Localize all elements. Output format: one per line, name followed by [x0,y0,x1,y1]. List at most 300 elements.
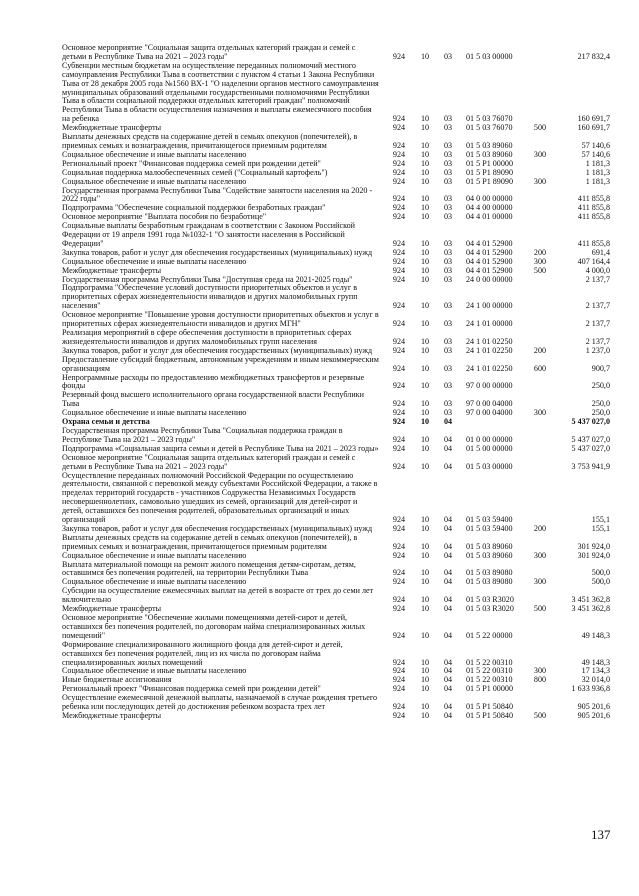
row-target-article: 04 0 00 00000 [466,194,513,204]
row-name: Формирование специализированного жилищного фонда для детей-сирот и детей, оставшихся без попечения родителей, лиц из их числа по договорам найма специализированных жилых помещений [62,639,343,667]
row-expense-type: 300 [533,666,547,676]
row-subsection-code: 03 [443,194,453,204]
row-target-article: 01 5 03 76070 [466,123,513,133]
row-section-code: 10 [420,630,430,640]
row-target-article: 24 0 00 00000 [466,274,513,284]
row-admin-code: 924 [392,149,406,159]
row-name: Социальное обеспечение и иные выплаты населению [62,176,247,186]
row-target-article: 97 0 00 04000 [466,408,513,418]
row-target-article: 24 1 01 02250 [466,363,513,373]
row-target-article: 01 5 03 89060 [466,550,513,560]
row-amount: 57 140,6 [581,140,610,150]
row-subsection-code: 03 [443,256,453,266]
row-expense-type [530,62,550,124]
row-subsection-code: 03 [443,158,453,168]
row-target-article: 01 5 22 00310 [466,675,513,685]
row-amount: 5 437 027,0 [571,443,610,453]
table-row [62,374,610,392]
row-admin-code: 924 [392,319,406,329]
row-expense-type: 500 [533,265,547,275]
row-name: Социальное обеспечение и иные выплаты населению [62,550,247,560]
row-section-code: 10 [420,702,430,712]
row-section-code: 10 [420,461,430,471]
row-expense-type [530,222,550,249]
row-target-article: 01 5 P1 00000 [466,158,513,168]
table-row [62,187,610,205]
row-section-code: 10 [420,238,430,248]
row-section-code: 10 [420,203,430,213]
row-admin-code: 924 [392,541,406,551]
row-expense-type: 300 [533,408,547,418]
row-amount: 301 924,0 [577,541,610,551]
row-section-code: 10 [420,194,430,204]
row-section-code: 10 [420,523,430,533]
row-section-code: 10 [420,363,430,373]
row-amount: 2 137,7 [585,336,610,346]
row-target-article: 01 5 22 00310 [466,657,513,667]
row-subsection-code: 03 [443,381,453,391]
row-section-code: 10 [420,51,430,61]
row-name: Государственная программа Республики Тыва "Доступная среда на 2021-2025 годы" [62,274,353,284]
row-amount: 905 201,6 [577,710,610,720]
row-subsection-code: 03 [443,140,453,150]
row-name: Основное мероприятие "Повышение уровня доступности приоритетных объектов и услуг в приоритетных сферах жизнедеятельности инвалидов и других МГН" [62,310,379,329]
row-subsection-code: 04 [443,595,453,605]
row-section-code: 10 [420,274,430,284]
row-admin-code: 924 [392,363,406,373]
row-section-code: 10 [420,336,430,346]
row-expense-type [530,587,550,605]
row-section-code: 10 [420,408,430,418]
table-row [62,222,610,249]
row-name: Социальное обеспечение и иные выплаты населению [62,577,247,587]
row-amount: 3 451 362,8 [571,604,610,614]
row-subsection-code: 04 [443,434,453,444]
row-expense-type: 300 [533,256,547,266]
row-target-article: 04 4 01 52900 [466,256,513,266]
row-amount: 1 181,3 [585,167,610,177]
row-section-code: 10 [420,443,430,453]
row-subsection-code: 04 [443,630,453,640]
row-amount: 5 437 027,0 [571,434,610,444]
row-name: Государственная программа Республики Тыва "Социальная поддержка граждан в Республике Тыва на 2021 – 2023 годы" [62,425,343,444]
row-admin-code: 924 [392,247,406,257]
row-section-code: 10 [420,123,430,133]
row-subsection-code: 03 [443,212,453,222]
row-amount: 1 633 936,8 [571,684,610,694]
row-target-article: 01 5 03 00000 [466,461,513,471]
row-target-article: 01 5 22 00310 [466,666,513,676]
row-admin-code: 924 [392,568,406,578]
row-amount: 155,1 [591,523,610,533]
row-subsection-code: 04 [443,684,453,694]
row-section-code: 10 [420,710,430,720]
row-admin-code: 924 [392,51,406,61]
row-section-code: 10 [420,604,430,614]
row-section-code: 10 [420,114,430,124]
row-target-article: 97 0 00 00000 [466,381,513,391]
row-target-article: 01 5 03 89060 [466,149,513,159]
row-amount: 32 014,0 [581,675,610,685]
row-amount: 2 137,7 [585,274,610,284]
row-admin-code: 924 [392,523,406,533]
row-expense-type: 500 [533,123,547,133]
table-row [62,641,610,668]
row-subsection-code: 04 [443,604,453,614]
row-admin-code: 924 [392,256,406,266]
table-row [62,329,610,347]
row-admin-code: 924 [392,443,406,453]
row-amount: 301 924,0 [577,550,610,560]
row-subsection-code: 04 [443,666,453,676]
row-subsection-code: 04 [443,461,453,471]
row-section-code: 10 [420,550,430,560]
row-admin-code: 924 [392,461,406,471]
row-admin-code: 924 [392,675,406,685]
row-section-code: 10 [420,176,430,186]
row-expense-type [530,694,550,712]
row-admin-code: 924 [392,399,406,409]
table-row [62,694,610,712]
row-subsection-code: 04 [443,417,453,427]
row-admin-code: 924 [392,301,406,311]
row-target-article: 01 5 03 59400 [466,523,513,533]
row-target-article: 04 4 00 00000 [466,203,513,213]
row-name: Социальное обеспечение и иные выплаты населению [62,256,247,266]
row-expense-type [530,329,550,347]
row-name: Социальная поддержка малообеспеченных семей ("Социальный картофель") [62,167,328,177]
row-admin-code: 924 [392,336,406,346]
row-target-article: 01 5 03 R3020 [466,595,514,605]
row-subsection-code: 03 [443,203,453,213]
row-amount: 691,4 [591,247,610,257]
row-amount: 49 148,3 [581,630,610,640]
row-admin-code: 924 [392,123,406,133]
row-section-code: 10 [420,381,430,391]
row-subsection-code: 03 [443,319,453,329]
row-section-code: 10 [420,541,430,551]
row-name: Основное мероприятие "Выплата пособия по безработице" [62,212,267,222]
row-name: Основное мероприятие "Социальная защита отдельных категорий граждан и семей с детьми в Республике Тыва на 2021 – 2023 годы" [62,43,356,61]
row-amount: 900,7 [591,363,610,373]
row-target-article [460,418,530,427]
table-row [62,356,610,374]
row-expense-type [530,418,550,427]
table-row [62,391,610,409]
row-expense-type [530,534,550,552]
row-amount: 411 855,8 [577,212,610,222]
row-target-article: 01 5 P1 50840 [466,702,513,712]
row-target-article: 01 5 P1 89090 [466,176,513,186]
row-subsection-code: 03 [443,51,453,61]
row-section-code: 10 [420,345,430,355]
row-subsection-code: 04 [443,577,453,587]
row-name: Иные бюджетные ассигнования [62,675,172,685]
row-name: Основное мероприятие "Обеспечение жилыми помещениями детей-сирот и детей, оставшихся без попечения родителей, по договорам найма специализированных жилых помещений" [62,613,366,640]
row-target-article: 24 1 01 02250 [466,336,513,346]
row-amount: 407 164,4 [577,256,610,266]
row-target-article: 01 5 03 89060 [466,541,513,551]
row-amount: 2 137,7 [585,301,610,311]
row-admin-code: 924 [392,515,406,525]
row-expense-type [530,44,550,62]
row-target-article: 24 1 01 00000 [466,319,513,329]
row-section-code: 10 [420,417,430,427]
row-expense-type: 200 [533,523,547,533]
row-name: Социальное обеспечение и иные выплаты населению [62,666,247,676]
row-name: Региональный проект "Финансовая поддержка семей при рождении детей" [62,158,321,168]
row-subsection-code: 03 [443,149,453,159]
row-expense-type [530,445,550,454]
row-amount: 250,0 [591,381,610,391]
row-expense-type [530,641,550,668]
row-target-article: 04 4 01 00000 [466,212,513,222]
row-expense-type: 600 [533,363,547,373]
row-admin-code: 924 [392,577,406,587]
table-row [62,534,610,552]
row-subsection-code: 04 [443,657,453,667]
row-expense-type: 300 [533,550,547,560]
row-target-article: 01 5 00 00000 [466,443,513,453]
row-expense-type: 300 [533,149,547,159]
row-target-article: 01 5 03 89080 [466,568,513,578]
row-target-article: 01 5 P1 00000 [466,684,513,694]
row-expense-type [530,187,550,205]
row-admin-code: 924 [392,710,406,720]
table-row [62,454,610,472]
row-name: Межбюджетные трансферты [62,123,162,133]
row-expense-type [530,391,550,409]
budget-table [62,44,610,721]
row-target-article: 01 5 03 R3020 [466,604,514,614]
row-section-code: 10 [420,657,430,667]
row-amount: 411 855,8 [577,194,610,204]
row-admin-code: 924 [392,381,406,391]
row-admin-code: 924 [392,238,406,248]
table-row [62,427,610,445]
row-section-code: 10 [420,577,430,587]
row-amount: 217 832,4 [577,51,610,61]
row-target-article: 04 4 01 52900 [466,238,513,248]
row-amount: 49 148,3 [581,657,610,667]
table-row [62,614,610,641]
row-subsection-code: 03 [443,167,453,177]
row-amount: 411 855,8 [577,203,610,213]
table-row [62,62,610,124]
row-section-code: 10 [420,265,430,275]
row-subsection-code: 03 [443,176,453,186]
row-target-article: 24 1 01 02250 [466,345,513,355]
row-name: Закупка товаров, работ и услуг для обеспечения государственных (муниципальных) нужд [62,345,373,355]
row-admin-code: 924 [392,203,406,213]
row-admin-code: 924 [392,114,406,124]
row-section-code: 10 [420,399,430,409]
row-name: Межбюджетные трансферты [62,710,162,720]
row-subsection-code: 04 [443,515,453,525]
row-section-code: 10 [420,256,430,266]
row-admin-code: 924 [392,194,406,204]
row-name: Подпрограмма «Социальная защита семьи и детей в Республике Тыва на 2021 – 2023 годы» [62,443,379,453]
row-name: Осуществление переданных полномочий Российской Федерации по осуществлению деятельности, связанной с перевозкой между субъектами Российской Федерации, а также в пределах территорий государств - участников Содружества Независимых Государств несовершеннолетних, самовольно ушедших из семей, организаций для детей-сирот и детей, оставшихся без попечения родителей, образовательных организаций и иных организаций [62,470,378,525]
row-expense-type [530,311,550,329]
row-name: Выплаты денежных средств на содержание детей в семьях опекунов (попечителей), в приемных семьях и вознаграждения, причитающегося приемным родителям [62,532,358,551]
row-amount: 160 691,7 [577,114,610,124]
row-target-article: 01 5 03 89080 [466,577,513,587]
row-section-code: 10 [420,434,430,444]
table-row [62,712,610,721]
table-row [62,133,610,151]
row-subsection-code: 03 [443,301,453,311]
row-amount: 500,0 [591,577,610,587]
row-name: Подпрограмма "Обеспечение социальной поддержки безработных граждан" [62,203,326,213]
row-expense-type [530,160,550,169]
table-row [62,472,610,525]
row-subsection-code: 03 [443,123,453,133]
row-expense-type: 500 [533,604,547,614]
row-amount: 411 855,8 [577,238,610,248]
row-amount: 905 201,6 [577,702,610,712]
table-row [62,284,610,311]
row-name: Субсидии на осуществление ежемесячных выплат на детей в возрасте от трех до семи лет включительно [62,586,374,605]
row-section-code: 10 [420,149,430,159]
row-section-code: 10 [420,167,430,177]
row-admin-code: 924 [392,604,406,614]
row-expense-type [530,561,550,579]
row-admin-code: 924 [392,550,406,560]
row-subsection-code: 03 [443,336,453,346]
row-name: Выплата материальной помощи на ремонт жилого помещения детям-сиротам, детям, оставшимся без попечения родителей, на территории Республики Тыва [62,559,356,578]
row-subsection-code: 04 [443,675,453,685]
row-admin-code: 924 [392,434,406,444]
row-subsection-code: 03 [443,265,453,275]
row-subsection-code: 03 [443,274,453,284]
row-target-article: 01 0 00 00000 [466,434,513,444]
row-section-code: 10 [420,158,430,168]
row-section-code: 10 [420,212,430,222]
row-expense-type [530,284,550,311]
row-amount: 155,1 [591,515,610,525]
row-admin-code: 924 [392,684,406,694]
row-admin-code: 924 [392,274,406,284]
row-amount: 2 137,7 [585,319,610,329]
row-target-article: 97 0 00 04000 [466,399,513,409]
row-amount: 250,0 [591,399,610,409]
row-name: Реализация мероприятий в сфере обеспечения доступности в приоритетных сферах жизнедеятельности инвалидов и других маломобильных групп населения [62,328,352,346]
row-section-code: 10 [420,684,430,694]
row-expense-type [530,427,550,445]
row-expense-type [530,276,550,285]
row-admin-code: 924 [392,265,406,275]
row-expense-type: 300 [533,176,547,186]
row-admin-code: 924 [392,630,406,640]
row-amount: 1 181,3 [585,158,610,168]
row-expense-type [530,472,550,525]
row-target-article: 01 5 P1 89090 [466,167,513,177]
row-name: Региональный проект "Финансовая поддержка семей при рождении детей" [62,684,321,694]
row-subsection-code: 04 [443,523,453,533]
row-subsection-code: 03 [443,345,453,355]
row-name: Межбюджетные трансферты [62,604,162,614]
row-name: Непрограммные расходы по предоставлению межбюджетных трансфертов и резервные фонды [62,372,365,391]
row-admin-code: 924 [392,657,406,667]
row-target-article: 01 5 03 89060 [466,140,513,150]
row-target-article: 04 4 01 52900 [466,265,513,275]
row-name: Социальное обеспечение и иные выплаты населению [62,149,247,159]
row-admin-code: 924 [392,408,406,418]
row-expense-type [530,213,550,222]
table-row [62,311,610,329]
row-section-code: 10 [420,595,430,605]
row-target-article: 24 1 00 00000 [466,301,513,311]
row-name: Закупка товаров, работ и услуг для обеспечения государственных (муниципальных) нужд [62,247,373,257]
row-amount: 3 451 362,8 [571,595,610,605]
table-row [62,561,610,579]
row-subsection-code: 04 [443,541,453,551]
row-amount: 160 691,7 [577,123,610,133]
row-name: Предоставление субсидий бюджетным, автономным учреждениям и иным некоммерческим организациям [62,354,379,373]
row-admin-code: 924 [392,666,406,676]
row-expense-type [530,374,550,392]
row-expense-type [530,454,550,472]
row-name: Резервный фонд высшего исполнительного органа государственной власти Республики Тыва [62,390,364,409]
row-subsection-code: 04 [443,443,453,453]
row-target-article: 01 5 03 00000 [466,51,513,61]
row-name: Социальное обеспечение и иные выплаты населению [62,408,247,418]
row-admin-code: 924 [392,212,406,222]
row-target-article: 04 4 01 52900 [466,247,513,257]
row-expense-type [530,204,550,213]
row-admin-code: 924 [392,702,406,712]
row-section-code: 10 [420,247,430,257]
row-subsection-code: 04 [443,710,453,720]
row-expense-type: 200 [533,345,547,355]
row-admin-code: 924 [392,158,406,168]
row-admin-code: 924 [392,595,406,605]
row-amount: 5 437 027,0 [571,417,610,427]
row-name: Субвенции местным бюджетам на осуществление переданных полномочий местного самоуправления Республики Тыва в соответствии с пунктом 4 статьи 1 Закона Республики Тыва от 28 декабря 2005 года №1560 ВХ-1 "О наделении органов местного самоуправления муниципальных образований отдельными государственными полномочиями Республики Тыва в области социальной поддержки отдельных категорий граждан" полномочий Республики Тыва в области осуществления назначения и выплаты ежемесячного пособия на ребенка [62,60,379,124]
row-expense-type: 800 [533,675,547,685]
row-subsection-code: 04 [443,550,453,560]
row-target-article: 01 5 22 00000 [466,630,513,640]
row-admin-code: 924 [392,417,406,427]
row-subsection-code: 04 [443,702,453,712]
row-amount: 1 237,0 [585,345,610,355]
row-name: Государственная программа Республики Тыва "Содействие занятости населения на 2020 - 2022 годы" [62,185,373,204]
row-target-article: 01 5 03 59400 [466,515,513,525]
row-subsection-code: 03 [443,399,453,409]
row-section-code: 10 [420,666,430,676]
budget-table-body [62,44,610,721]
row-amount: 17 134,3 [581,666,610,676]
row-section-code: 10 [420,515,430,525]
row-name: Социальные выплаты безработным гражданам в соответствии с Законом Российской Федерации от 19 апреля 1991 года №1032-1 "О занятости населения в Российской Федерации" [62,221,355,248]
row-expense-type [530,614,550,641]
row-subsection-code: 03 [443,363,453,373]
row-amount: 3 753 941,9 [571,461,610,471]
page-number: 137 [591,827,611,842]
row-amount: 500,0 [591,568,610,578]
row-subsection-code: 03 [443,114,453,124]
row-expense-type: 300 [533,577,547,587]
row-section-code: 10 [420,301,430,311]
table-row [62,44,610,62]
row-name: Осуществление ежемесячной денежной выплаты, назначаемой в случае рождения третьего ребенка или последующих детей до достижения ребенком возраста трех лет [62,693,378,712]
row-section-code: 10 [420,568,430,578]
row-name: Охрана семьи и детства [62,417,150,427]
row-amount: 57 140,6 [581,149,610,159]
row-name: Подпрограмма "Обеспечение условий доступности приоритетных объектов и услуг в приоритетных сферах жизнедеятельности инвалидов и других маломобильных групп населения" [62,283,358,311]
row-subsection-code: 03 [443,238,453,248]
